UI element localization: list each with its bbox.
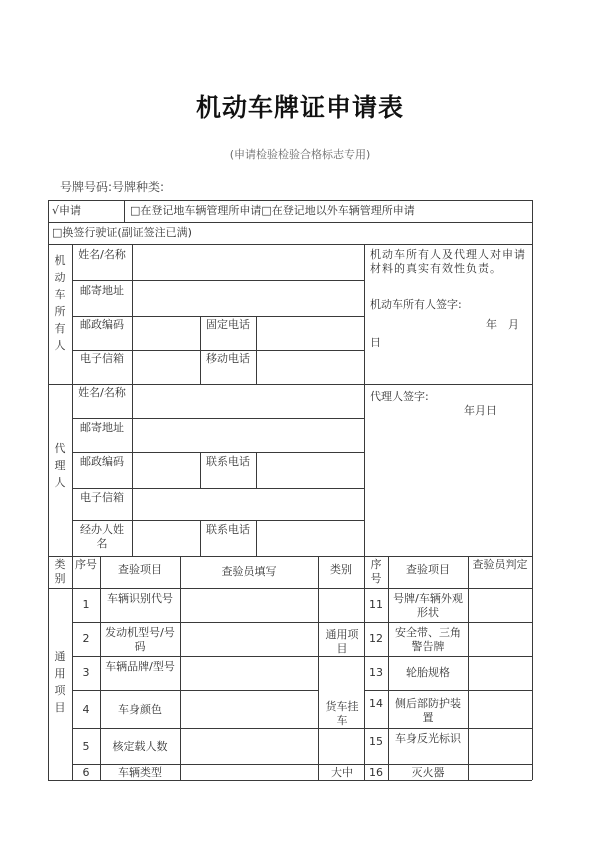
row-2-no: 2	[82, 632, 90, 645]
apply-checkbox[interactable]: √申请	[52, 204, 82, 217]
owner-sign-date: 年 月	[486, 318, 519, 331]
header-category-2: 类别	[330, 563, 352, 576]
agent-contact-label: 联系电话	[206, 455, 250, 468]
general-items-label: 通用项目	[54, 650, 66, 714]
agent-name-label: 姓名/名称	[78, 386, 126, 399]
row-16-no: 16	[369, 766, 383, 779]
header-seq-2: 序号	[370, 558, 382, 585]
owner-section-label: 机动车所有人	[54, 254, 66, 352]
header-item-2: 查验项目	[406, 563, 450, 576]
row-12-no: 12	[369, 632, 383, 645]
agent-handler-label: 经办人姓名	[80, 523, 124, 550]
row-1-item: 车辆识别代号	[107, 592, 173, 605]
row-1-no: 1	[82, 598, 90, 611]
owner-declaration: 机动车所有人及代理人对申请材料的真实有效性负责。	[370, 248, 526, 275]
truck-trailer-label: 货车挂车	[325, 700, 359, 727]
agent-handler-phone-field[interactable]	[258, 522, 362, 554]
owner-address-field[interactable]	[134, 282, 362, 314]
row-3-no: 3	[82, 666, 90, 679]
owner-fixed-phone-field[interactable]	[258, 318, 362, 348]
form-subtitle: (申请检验检验合格标志专用)	[229, 148, 371, 161]
form-title: 机动车牌证申请表	[195, 93, 404, 122]
inspector-judgment-column[interactable]	[470, 590, 530, 778]
agent-handler-field[interactable]	[134, 522, 198, 554]
agent-sign-label: 代理人签字:	[370, 390, 429, 403]
owner-zip-field[interactable]	[134, 318, 198, 348]
row-11-no: 11	[369, 598, 383, 611]
row-2-item: 发动机型号/号码	[105, 626, 175, 653]
agent-address-label: 邮寄地址	[80, 421, 124, 434]
owner-mobile-field[interactable]	[258, 352, 362, 382]
owner-email-label: 电子信箱	[80, 352, 124, 365]
agent-email-label: 电子信箱	[80, 491, 124, 504]
owner-fixed-phone-label: 固定电话	[206, 318, 250, 331]
apply-location-options[interactable]: □在登记地车辆管理所申请□在登记地以外车辆管理所申请	[130, 204, 415, 217]
row-12-item: 安全带、三角警告牌	[395, 626, 461, 653]
row-15-item: 车身反光标识	[395, 732, 461, 745]
agent-contact-field[interactable]	[258, 454, 362, 486]
agent-zip-label: 邮政编码	[80, 455, 124, 468]
owner-sign-date-day: 日	[370, 336, 381, 349]
owner-name-field[interactable]	[134, 246, 362, 278]
plate-number-type-line: 号牌号码:号牌种类:	[60, 180, 165, 194]
owner-name-label: 姓名/名称	[78, 248, 126, 261]
row-14-item: 侧后部防护装置	[395, 697, 461, 724]
header-judge: 查验员判定	[472, 558, 528, 571]
application-form-table	[48, 200, 532, 780]
agent-sign-date: 年月日	[464, 404, 497, 417]
row-6-item: 车辆类型	[118, 766, 162, 779]
agent-name-field[interactable]	[134, 386, 362, 416]
agent-email-field[interactable]	[134, 490, 362, 518]
header-item: 查验项目	[118, 563, 162, 576]
header-category: 类别	[54, 558, 66, 585]
agent-section-label: 代理人	[54, 442, 66, 489]
header-seq: 序号	[75, 558, 97, 571]
row-11-item: 号牌/车辆外观形状	[393, 592, 463, 619]
row-4-item: 车身颜色	[118, 703, 162, 716]
row-5-no: 5	[82, 740, 90, 753]
owner-sign-label: 机动车所有人签字:	[370, 298, 462, 311]
renew-license-option[interactable]: □换签行驶证(副证签注已满)	[52, 226, 192, 239]
agent-zip-field[interactable]	[134, 454, 198, 486]
owner-zip-label: 邮政编码	[80, 318, 124, 331]
agent-handler-phone-label: 联系电话	[206, 523, 250, 536]
row-13-no: 13	[369, 666, 383, 679]
row-15-no: 15	[369, 735, 383, 748]
row-16-item: 灭火器	[411, 766, 445, 779]
bus-label: 大中	[331, 766, 353, 779]
owner-mobile-label: 移动电话	[206, 352, 250, 365]
owner-address-label: 邮寄地址	[80, 284, 124, 297]
agent-address-field[interactable]	[134, 420, 362, 450]
inspector-entry-column[interactable]	[182, 590, 316, 778]
row-3-item: 车辆品牌/型号	[105, 660, 175, 673]
row-6-no: 6	[82, 766, 90, 779]
general-items-label-right: 通用项目	[325, 628, 359, 655]
row-14-no: 14	[369, 697, 383, 710]
owner-email-field[interactable]	[134, 352, 198, 382]
row-13-item: 轮胎规格	[406, 666, 450, 679]
row-4-no: 4	[82, 703, 90, 716]
header-inspector: 查验员填写	[221, 565, 277, 578]
row-5-item: 核定载人数	[112, 740, 168, 753]
